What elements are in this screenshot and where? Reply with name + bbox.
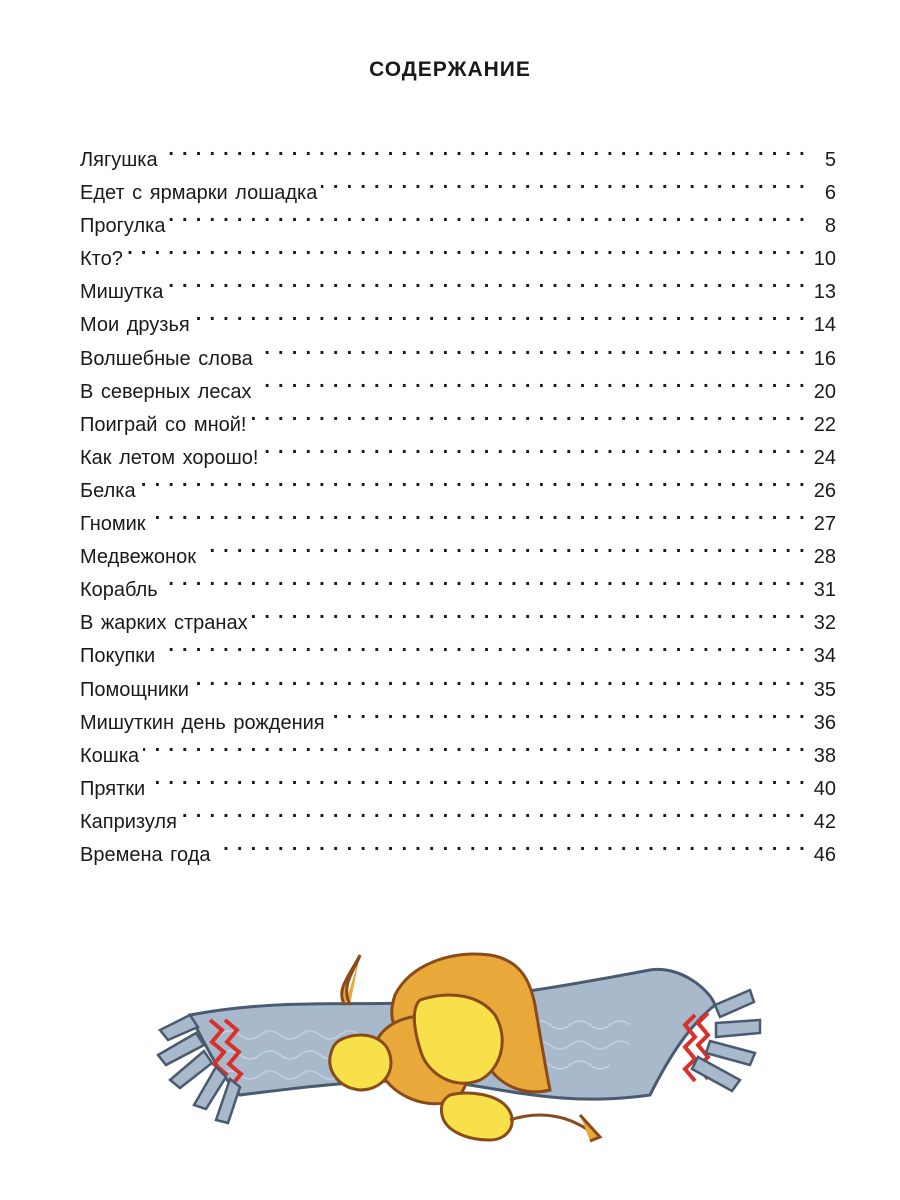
toc-entry-title: Времена года bbox=[80, 843, 211, 866]
toc-entry-title: Волшебные слова bbox=[80, 347, 253, 370]
toc-entry-title: Покупки bbox=[80, 645, 156, 668]
toc-row[interactable] bbox=[80, 696, 836, 734]
toc-page-number: 42 bbox=[813, 810, 836, 833]
toc-entry-title: Поиграй со мной! bbox=[80, 413, 247, 436]
dot-leader bbox=[193, 663, 806, 696]
toc-row[interactable] bbox=[80, 497, 836, 536]
toc-entry-title: Как летом хорошо! bbox=[80, 446, 259, 469]
toc-row[interactable] bbox=[80, 663, 836, 701]
dot-leader bbox=[181, 795, 806, 828]
dot-leader bbox=[329, 696, 806, 729]
toc-entry-title: Капризуля bbox=[80, 810, 177, 833]
dot-leader bbox=[167, 265, 806, 298]
toc-page-number: 20 bbox=[813, 380, 836, 403]
toc-page-number: 8 bbox=[824, 215, 836, 238]
toc-page-number: 10 bbox=[813, 248, 836, 271]
toc-page-number: 34 bbox=[813, 645, 836, 668]
dot-leader bbox=[169, 199, 806, 232]
dot-leader bbox=[200, 530, 806, 563]
toc-page-number: 32 bbox=[813, 612, 836, 635]
toc-entry-title: Прогулка bbox=[80, 215, 166, 238]
toc-page-number: 16 bbox=[813, 347, 836, 370]
dot-leader bbox=[256, 365, 806, 398]
toc-entry-title: Мишутка bbox=[80, 281, 164, 304]
toc-page-number: 46 bbox=[813, 843, 836, 866]
dot-leader bbox=[149, 762, 806, 795]
dot-leader bbox=[162, 133, 806, 166]
toc-entry-title: Мои друзья bbox=[80, 314, 190, 337]
toc-page-number: 28 bbox=[813, 546, 836, 569]
toc-entry-title: Помощники bbox=[80, 678, 189, 701]
hat bbox=[330, 954, 550, 1140]
scarf-and-hat-icon bbox=[150, 945, 770, 1145]
toc-entry-title: В жарких странах bbox=[80, 612, 248, 635]
toc-page-number: 27 bbox=[813, 513, 836, 536]
toc-entry-title: Медвежонок bbox=[80, 546, 196, 569]
dot-leader bbox=[162, 563, 806, 596]
toc-entry-title: Кошка bbox=[80, 744, 140, 767]
toc-page-number: 40 bbox=[813, 777, 836, 800]
toc-page-number: 14 bbox=[813, 314, 836, 337]
dot-leader bbox=[251, 398, 807, 431]
toc-page-number: 22 bbox=[813, 413, 836, 436]
dot-leader bbox=[321, 166, 806, 199]
toc-page-number: 5 bbox=[824, 149, 836, 171]
toc-row[interactable] bbox=[80, 166, 836, 205]
toc-page-number: 31 bbox=[813, 579, 836, 602]
page-title: СОДЕРЖАНИЕ bbox=[369, 58, 531, 81]
toc-row[interactable] bbox=[80, 265, 836, 304]
dot-leader bbox=[140, 464, 806, 497]
toc-row[interactable] bbox=[80, 762, 836, 800]
toc-page-number: 26 bbox=[813, 479, 836, 502]
toc-row[interactable] bbox=[80, 199, 836, 238]
toc-row[interactable] bbox=[80, 629, 836, 668]
toc-page-number: 6 bbox=[824, 182, 836, 205]
dot-leader bbox=[215, 828, 806, 861]
toc-page-number: 24 bbox=[813, 446, 836, 469]
table-of-contents bbox=[80, 133, 836, 866]
toc-page-number: 35 bbox=[813, 678, 836, 701]
toc-row[interactable] bbox=[80, 729, 836, 767]
dot-leader bbox=[262, 431, 806, 464]
toc-entry-title: Белка bbox=[80, 479, 136, 502]
toc-entry-title: Гномик bbox=[80, 513, 146, 536]
toc-page-number: 36 bbox=[813, 711, 836, 734]
toc-entry-title: Корабль bbox=[80, 579, 158, 602]
toc-row[interactable] bbox=[80, 298, 836, 337]
toc-row[interactable] bbox=[80, 828, 836, 866]
toc-entry-title: В северных лесах bbox=[80, 380, 252, 403]
toc-entry-title: Мишуткин день рождения bbox=[80, 711, 325, 734]
toc-row[interactable] bbox=[80, 596, 836, 635]
toc-entry-title: Едет с ярмарки лошадка bbox=[80, 182, 318, 205]
toc-row[interactable] bbox=[80, 464, 836, 502]
toc-row[interactable] bbox=[80, 795, 836, 833]
toc-page-number: 13 bbox=[813, 281, 836, 304]
toc-row[interactable] bbox=[80, 530, 836, 569]
toc-row[interactable] bbox=[80, 563, 836, 602]
toc-entry-title: Кто? bbox=[80, 248, 123, 271]
toc-entry-title: Лягушка bbox=[80, 149, 158, 171]
toc-row[interactable] bbox=[80, 232, 836, 271]
dot-leader bbox=[127, 232, 806, 265]
dot-leader bbox=[252, 596, 806, 629]
toc-page-number: 38 bbox=[813, 744, 836, 767]
dot-leader bbox=[257, 332, 806, 365]
dot-leader bbox=[150, 497, 806, 530]
dot-leader bbox=[143, 729, 806, 762]
dot-leader bbox=[194, 298, 806, 331]
dot-leader bbox=[159, 629, 806, 662]
toc-entry-title: Прятки bbox=[80, 777, 146, 800]
toc-row[interactable] bbox=[80, 332, 836, 370]
toc-row[interactable] bbox=[80, 133, 836, 171]
